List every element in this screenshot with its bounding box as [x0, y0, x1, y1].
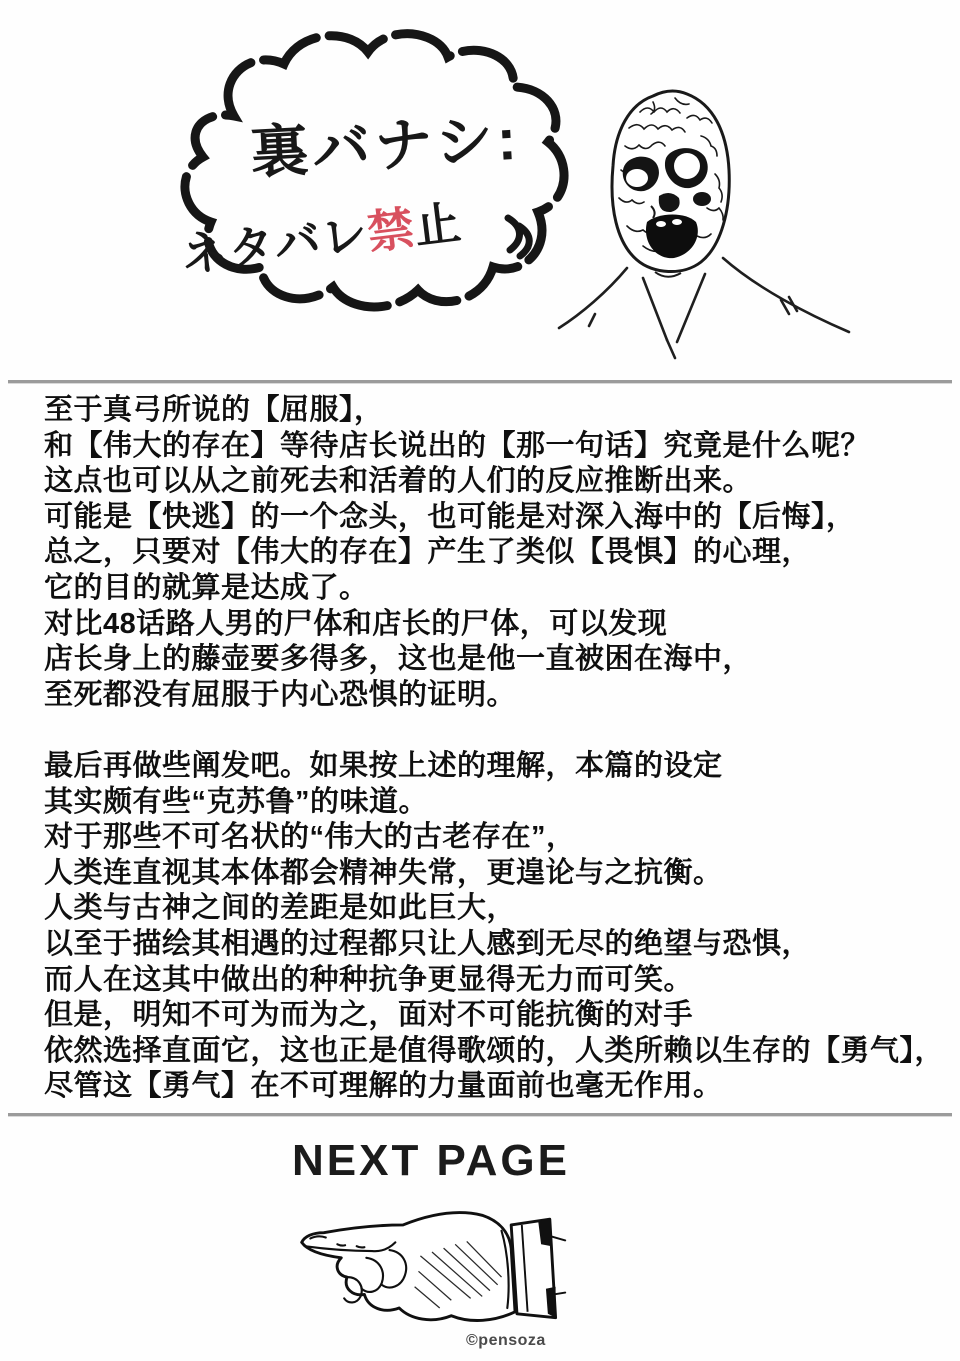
bubble-title: 裏バナシ:: [248, 106, 522, 186]
text-line: 人类连直视其本体都会精神失常，更遑论与之抗衡。: [44, 856, 723, 889]
text-line: 总之，只要对【伟大的存在】产生了类似【畏惧】的心理，: [44, 536, 812, 569]
text-line: 尽管这【勇气】在不可理解的力量面前也毫无作用。: [44, 1070, 723, 1103]
commentary-text-block: [44, 393, 949, 1105]
zombie-face-icon: [555, 78, 855, 363]
text-line: 但是，明知不可为而为之，面对不可能抗衡的对手: [44, 999, 694, 1032]
top-divider-rule: [8, 380, 952, 384]
text-line: 店长身上的藤壶要多得多，这也是他一直被困在海中，: [44, 643, 753, 676]
bottom-divider-rule: [8, 1113, 952, 1117]
paragraph-spacer: [44, 713, 949, 749]
text-line: 它的目的就算是达成了。: [44, 571, 369, 604]
speech-bubble: [172, 20, 577, 320]
text-line: 至于真弓所说的【屈服】，: [44, 394, 384, 426]
bubble-subtitle-post: 止: [411, 195, 465, 254]
text-line: 其实颇有些“克苏鲁”的味道。: [44, 785, 429, 818]
artist-watermark: ©pensoza: [466, 1332, 546, 1349]
bubble-subtitle-pre: ネタバレ: [178, 207, 372, 282]
text-line: 以至于描绘其相遇的过程都只让人感到无尽的绝望与恐惧，: [44, 927, 812, 960]
text-line: 而人在这其中做出的种种抗争更显得无力而可笑。: [44, 963, 694, 996]
text-line: 至死都没有屈服于内心恐惧的证明。: [44, 678, 517, 711]
pointing-hand-left-icon[interactable]: [292, 1196, 572, 1336]
text-line: 这点也可以从之前死去和活着的人们的反应推断出来。: [44, 465, 753, 498]
text-line: 最后再做些阐发吧。如果按上述的理解，本篇的设定: [44, 749, 723, 782]
text-line: 人类与古神之间的差距是如此巨大，: [44, 892, 517, 925]
next-page-label[interactable]: NEXT PAGE: [291, 1136, 570, 1185]
text-line: 对于那些不可名状的“伟大的古老存在”，: [44, 821, 576, 854]
text-line: 可能是【快逃】的一个念头，也可能是对深入海中的【后悔】，: [44, 500, 856, 533]
bubble-subtitle-red-char: 禁: [364, 201, 418, 259]
text-line: 依然选择直面它，这也正是值得歌颂的，人类所赖以生存的【勇气】，: [44, 1034, 945, 1067]
text-line: 和【伟大的存在】等待店长说出的【那一句话】究竟是什么呢？: [44, 429, 871, 462]
text-line: 对比48话路人男的尸体和店长的尸体，可以发现: [44, 607, 668, 640]
